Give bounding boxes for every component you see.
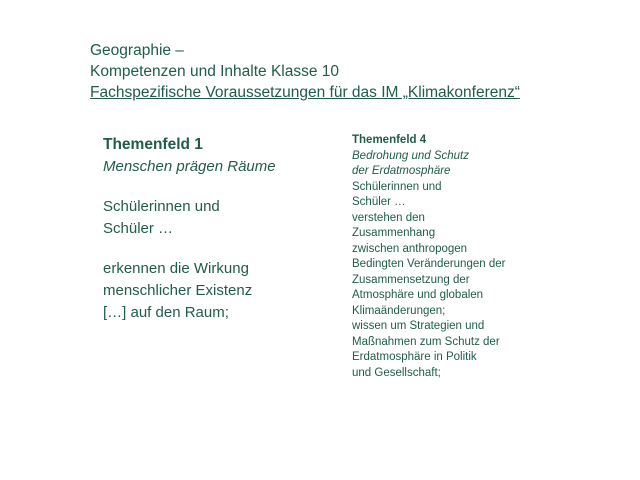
left-column-paragraph-2: [103, 258, 318, 324]
right-body-line-2: Schüler …: [352, 196, 406, 208]
title-line-1: Geographie –: [90, 42, 184, 59]
left-paragraph2-line-3: […] auf den Raum;: [103, 304, 229, 321]
right-body-line-5: zwischen anthropogen: [352, 242, 468, 255]
right-body-line-9: Klimaänderungen;: [352, 304, 446, 317]
right-body-line-12: Erdatmosphäre in Politik: [352, 351, 477, 363]
right-column-subheading-line-1: Bedrohung und Schutz: [352, 149, 470, 162]
right-body-line-4: Zusammenhang: [352, 227, 436, 239]
right-body-line-1: Schülerinnen und: [352, 180, 442, 193]
right-body-line-13: und Gesellschaft;: [352, 366, 441, 379]
right-body-line-8: Atmosphäre und globalen: [352, 289, 484, 301]
right-column: [352, 133, 532, 381]
title-line-2: Kompetenzen und Inhalte Klasse 10: [90, 63, 340, 80]
left-paragraph1-line-1: Schülerinnen und: [103, 198, 220, 215]
right-body-line-10: wissen um Strategien und: [352, 320, 485, 332]
right-column-subheading-line-2: der Erdatmosphäre: [352, 165, 451, 177]
slide-title: [90, 40, 610, 103]
right-body-line-11: Maßnahmen zum Schutz der: [352, 335, 500, 348]
left-paragraph2-line-1: erkennen die Wirkung: [103, 260, 249, 277]
right-body-line-6: Bedingten Veränderungen der: [352, 258, 506, 270]
left-column-paragraph-1: [103, 196, 318, 240]
left-paragraph1-line-2: Schüler …: [103, 220, 174, 237]
right-body-line-7: Zusammensetzung der: [352, 273, 470, 286]
left-paragraph2-line-2: menschlicher Existenz: [103, 282, 253, 299]
right-body-line-3: verstehen den: [352, 211, 425, 224]
right-column-heading: Themenfeld 4: [352, 134, 427, 146]
left-column-subheading: Menschen prägen Räume: [103, 158, 276, 175]
left-column: [103, 134, 318, 324]
left-column-heading: Themenfeld 1: [103, 136, 203, 153]
title-line-3: Fachspezifische Voraussetzungen für das IM „Klimakonferenz“: [90, 84, 520, 101]
